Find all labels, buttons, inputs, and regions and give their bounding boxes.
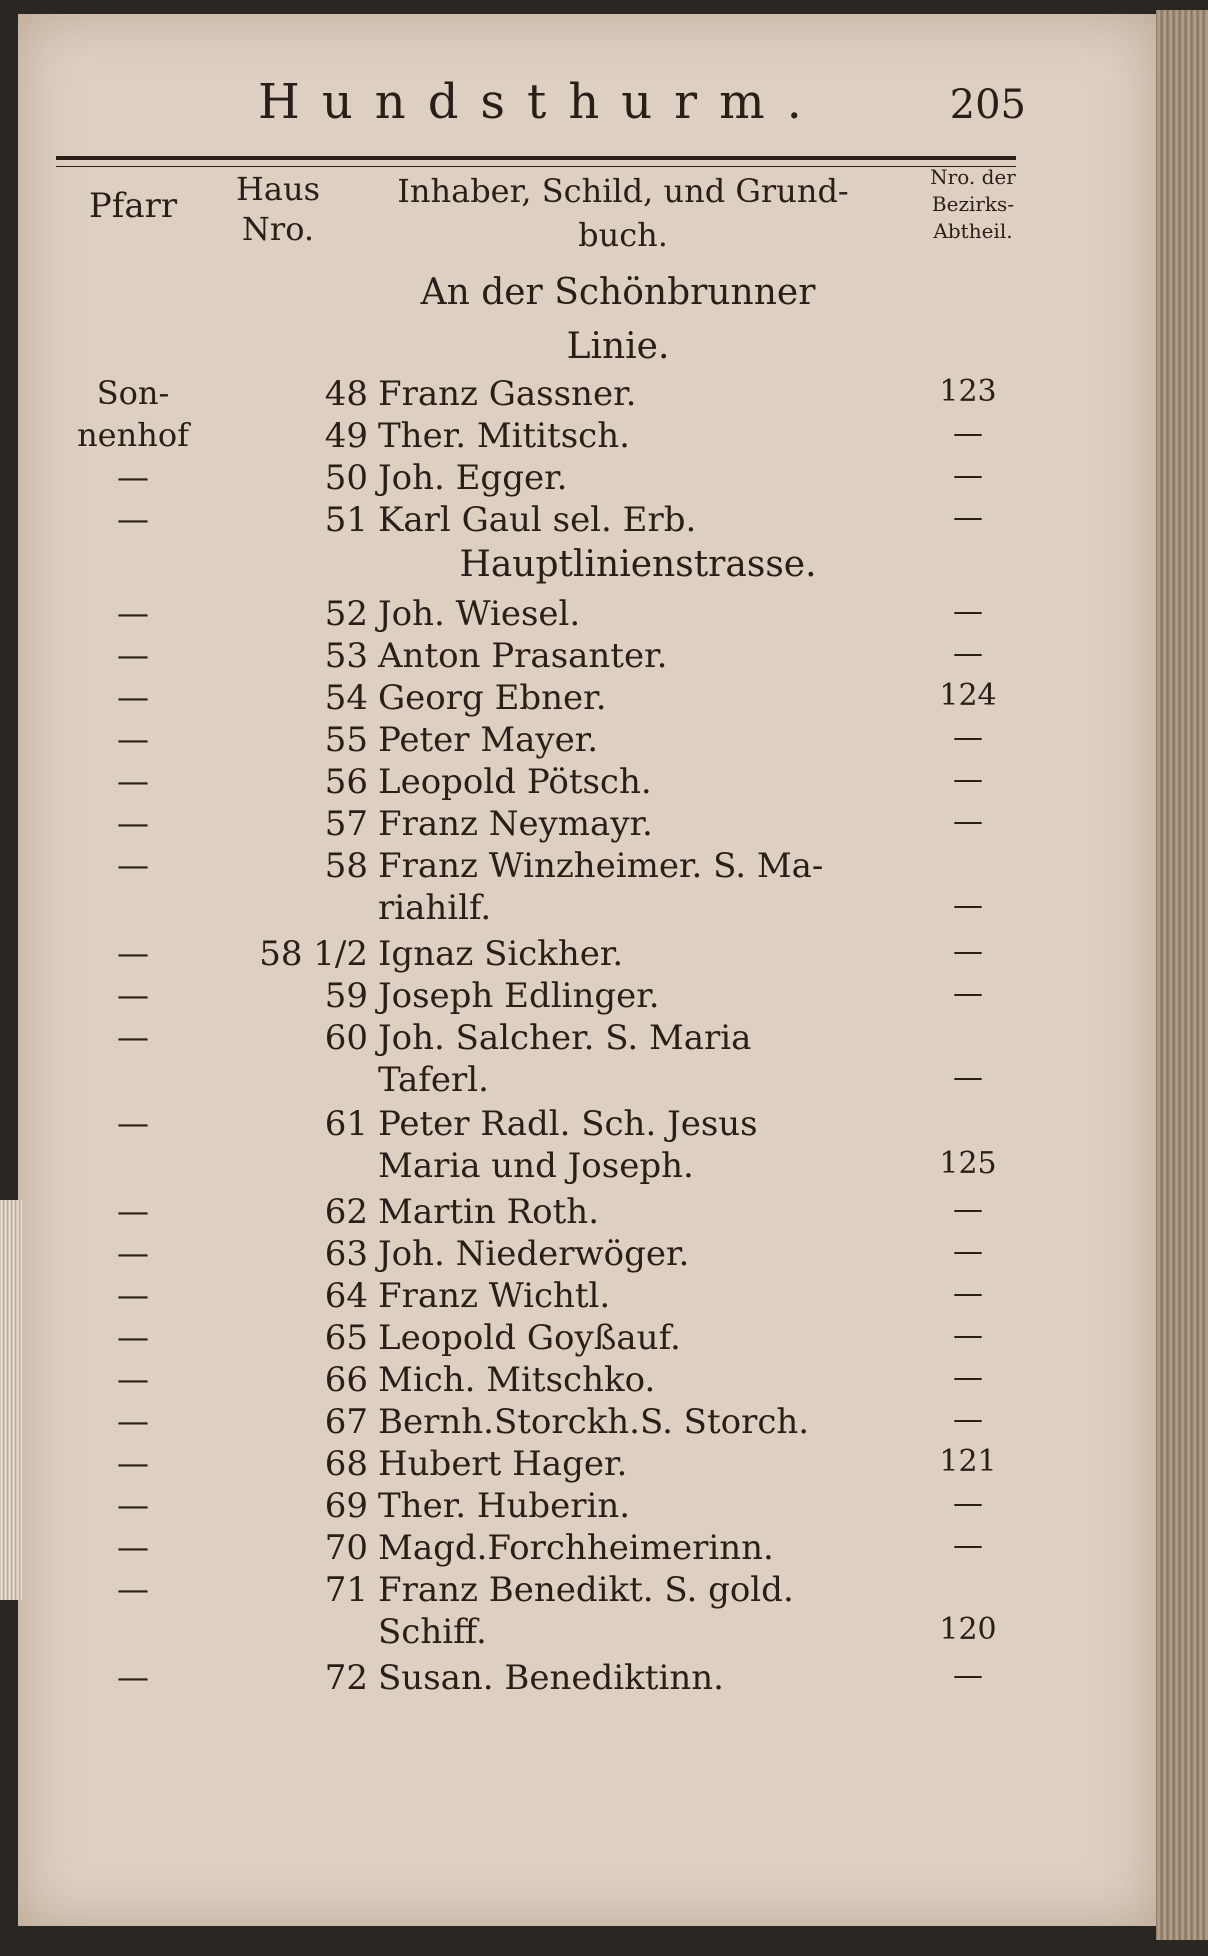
pfarr-cell: Son- bbox=[96, 374, 170, 412]
house-number-cell: 57 bbox=[324, 804, 368, 844]
pfarr-cell: — bbox=[117, 934, 149, 972]
running-head: Hundsthurm. bbox=[258, 74, 824, 130]
district-cell: — bbox=[953, 804, 983, 839]
district-cell: — bbox=[953, 1192, 983, 1227]
district-cell: — bbox=[953, 1402, 983, 1437]
table-row bbox=[18, 594, 1118, 634]
district-cell: — bbox=[953, 720, 983, 755]
header-nro-line: Nro. bbox=[241, 210, 315, 248]
pfarr-cell: — bbox=[117, 1658, 149, 1696]
owner-cell: Ther. Mititsch. bbox=[378, 416, 630, 456]
pfarr-cell: — bbox=[117, 1318, 149, 1356]
owner-cell: Magd.Forchheimerinn. bbox=[378, 1528, 774, 1568]
table-row bbox=[18, 976, 1118, 1016]
book-page bbox=[18, 14, 1156, 1926]
house-number-cell: 58 1/2 bbox=[259, 934, 368, 974]
header-inhaber bbox=[373, 169, 873, 257]
table-row bbox=[18, 1570, 1118, 1610]
pfarr-cell: — bbox=[117, 976, 149, 1014]
pfarr-cell: — bbox=[117, 1104, 149, 1142]
district-cell: — bbox=[953, 762, 983, 797]
owner-cell: Franz Neymayr. bbox=[378, 804, 653, 844]
table-row bbox=[18, 1486, 1118, 1526]
header-haus-line: Haus bbox=[235, 170, 320, 208]
house-number-cell: 59 bbox=[324, 976, 368, 1016]
house-number-cell: 58 bbox=[324, 846, 368, 886]
pfarr-cell: — bbox=[117, 762, 149, 800]
house-number-cell: 49 bbox=[324, 416, 368, 456]
owner-cell: Anton Prasanter. bbox=[378, 636, 668, 676]
pfarr-cell: — bbox=[117, 500, 149, 538]
table-row bbox=[18, 1658, 1118, 1698]
district-cell: 123 bbox=[939, 374, 997, 409]
pfarr-cell: — bbox=[117, 1018, 149, 1056]
district-cell: — bbox=[953, 500, 983, 535]
house-number-cell: 56 bbox=[324, 762, 368, 802]
pfarr-cell: — bbox=[117, 1360, 149, 1398]
house-number-cell: 60 bbox=[324, 1018, 368, 1058]
header-pfarr: Pfarr bbox=[88, 186, 178, 226]
section-title: An der Schönbrunner bbox=[420, 272, 816, 313]
district-cell: — bbox=[953, 1360, 983, 1395]
owner-cell: Joh. Salcher. S. Maria bbox=[378, 1018, 752, 1058]
owner-cell: Franz Wichtl. bbox=[378, 1276, 611, 1316]
table-row bbox=[18, 458, 1118, 498]
district-cell: — bbox=[953, 636, 983, 671]
header-inhaber-line-2: buch. bbox=[578, 216, 668, 254]
table-row bbox=[18, 500, 1118, 540]
table-row bbox=[18, 888, 1118, 928]
house-number-cell: 52 bbox=[324, 594, 368, 634]
page-edge bbox=[1156, 10, 1208, 1940]
table-row bbox=[18, 720, 1118, 760]
table-row bbox=[18, 1318, 1118, 1358]
owner-cell: Taferl. bbox=[378, 1060, 489, 1100]
pfarr-cell: — bbox=[117, 1402, 149, 1440]
house-number-cell: 50 bbox=[324, 458, 368, 498]
header-inhaber-line-1: Inhaber, Schild, und Grund- bbox=[397, 172, 849, 210]
section-title: Hauptlinienstrasse. bbox=[459, 544, 817, 585]
header-rule bbox=[56, 156, 1016, 167]
pfarr-cell: — bbox=[117, 458, 149, 496]
pfarr-cell: — bbox=[117, 1486, 149, 1524]
header-bezirk-line-2: Bezirks- bbox=[931, 192, 1015, 216]
pfarr-cell: — bbox=[117, 1192, 149, 1230]
pfarr-cell: — bbox=[117, 1528, 149, 1566]
district-cell: 124 bbox=[939, 678, 997, 713]
district-cell: — bbox=[953, 416, 983, 451]
table-row bbox=[18, 416, 1118, 456]
owner-cell: Joseph Edlinger. bbox=[378, 976, 660, 1016]
owner-cell: Schiff. bbox=[378, 1612, 487, 1652]
page-number: 205 bbox=[949, 82, 1026, 128]
owner-cell: Bernh.Storckh.S. Storch. bbox=[378, 1402, 810, 1442]
owner-cell: Joh. Wiesel. bbox=[378, 594, 581, 634]
district-cell: — bbox=[953, 594, 983, 629]
district-cell: — bbox=[953, 1486, 983, 1521]
pfarr-cell: — bbox=[117, 1276, 149, 1314]
table-row bbox=[18, 1528, 1118, 1568]
pfarr-cell: — bbox=[117, 1234, 149, 1272]
owner-cell: Ignaz Sickher. bbox=[378, 934, 624, 974]
house-number-cell: 69 bbox=[324, 1486, 368, 1526]
house-number-cell: 54 bbox=[324, 678, 368, 718]
pfarr-cell: — bbox=[117, 804, 149, 842]
owner-cell: riahilf. bbox=[378, 888, 492, 928]
house-number-cell: 68 bbox=[324, 1444, 368, 1484]
header-bezirk-line-1: Nro. der bbox=[930, 165, 1016, 189]
owner-cell: Hubert Hager. bbox=[378, 1444, 628, 1484]
table-row bbox=[18, 1234, 1118, 1274]
binding-edge bbox=[0, 1200, 22, 1600]
house-number-cell: 62 bbox=[324, 1192, 368, 1232]
owner-cell: Joh. Egger. bbox=[378, 458, 568, 498]
owner-cell: Georg Ebner. bbox=[378, 678, 607, 718]
table-row bbox=[18, 1146, 1118, 1186]
house-number-cell: 48 bbox=[324, 374, 368, 414]
owner-cell: Peter Mayer. bbox=[378, 720, 599, 760]
table-row bbox=[18, 1444, 1118, 1484]
house-number-cell: 72 bbox=[324, 1658, 368, 1698]
house-number-cell: 61 bbox=[324, 1104, 368, 1144]
owner-cell: Maria und Joseph. bbox=[378, 1146, 694, 1186]
table-row bbox=[18, 374, 1118, 414]
district-cell: — bbox=[953, 934, 983, 969]
header-bezirk-line-3: Abtheil. bbox=[933, 219, 1013, 243]
table-row bbox=[18, 934, 1118, 974]
district-cell: — bbox=[953, 888, 983, 923]
district-cell: — bbox=[953, 1528, 983, 1563]
table-row bbox=[18, 1360, 1118, 1400]
owner-cell: Karl Gaul sel. Erb. bbox=[378, 500, 697, 540]
pfarr-cell: — bbox=[117, 1444, 149, 1482]
owner-cell: Ther. Huberin. bbox=[378, 1486, 631, 1526]
owner-cell: Franz Benedikt. S. gold. bbox=[378, 1570, 794, 1610]
house-number-cell: 64 bbox=[324, 1276, 368, 1316]
owner-cell: Martin Roth. bbox=[378, 1192, 600, 1232]
table-row bbox=[18, 636, 1118, 676]
owner-cell: Franz Gassner. bbox=[378, 374, 637, 414]
house-number-cell: 53 bbox=[324, 636, 368, 676]
district-cell: 121 bbox=[939, 1444, 997, 1479]
pfarr-cell: — bbox=[117, 1570, 149, 1608]
house-number-cell: 65 bbox=[324, 1318, 368, 1358]
house-number-cell: 66 bbox=[324, 1360, 368, 1400]
house-number-cell: 63 bbox=[324, 1234, 368, 1274]
table-row bbox=[18, 678, 1118, 718]
district-cell: — bbox=[953, 458, 983, 493]
owner-cell: Leopold Pötsch. bbox=[378, 762, 652, 802]
house-number-cell: 67 bbox=[324, 1402, 368, 1442]
pfarr-cell: — bbox=[117, 720, 149, 758]
table-row bbox=[18, 1276, 1118, 1316]
district-cell: — bbox=[953, 976, 983, 1011]
pfarr-cell: — bbox=[117, 846, 149, 884]
house-number-cell: 51 bbox=[324, 500, 368, 540]
house-number-cell: 71 bbox=[324, 1570, 368, 1610]
owner-cell: Joh. Niederwöger. bbox=[378, 1234, 690, 1274]
pfarr-cell: — bbox=[117, 678, 149, 716]
table-row bbox=[18, 1402, 1118, 1442]
district-cell: — bbox=[953, 1234, 983, 1269]
owner-cell: Franz Winzheimer. S. Ma- bbox=[378, 846, 824, 886]
header-haus-nro bbox=[218, 169, 338, 249]
district-cell: — bbox=[953, 1318, 983, 1353]
table-row bbox=[18, 1104, 1118, 1144]
owner-cell: Susan. Benediktinn. bbox=[378, 1658, 724, 1698]
table-row bbox=[18, 1192, 1118, 1232]
district-cell: — bbox=[953, 1276, 983, 1311]
table-row bbox=[18, 762, 1118, 802]
house-number-cell: 70 bbox=[324, 1528, 368, 1568]
district-cell: — bbox=[953, 1060, 983, 1095]
table-row bbox=[18, 1060, 1118, 1100]
table-row bbox=[18, 1018, 1118, 1058]
district-cell: — bbox=[953, 1658, 983, 1693]
header-bezirk bbox=[898, 164, 1048, 245]
table-row bbox=[18, 1612, 1118, 1652]
district-cell: 120 bbox=[939, 1612, 997, 1647]
district-cell: 125 bbox=[939, 1146, 997, 1181]
section-title: Linie. bbox=[566, 326, 670, 367]
table-row bbox=[18, 804, 1118, 844]
owner-cell: Leopold Goyßauf. bbox=[378, 1318, 681, 1358]
owner-cell: Peter Radl. Sch. Jesus bbox=[378, 1104, 758, 1144]
owner-cell: Mich. Mitschko. bbox=[378, 1360, 656, 1400]
pfarr-cell: — bbox=[117, 594, 149, 632]
house-number-cell: 55 bbox=[324, 720, 368, 760]
pfarr-cell: — bbox=[117, 636, 149, 674]
table-row bbox=[18, 846, 1118, 886]
pfarr-cell: nenhof bbox=[77, 416, 189, 454]
